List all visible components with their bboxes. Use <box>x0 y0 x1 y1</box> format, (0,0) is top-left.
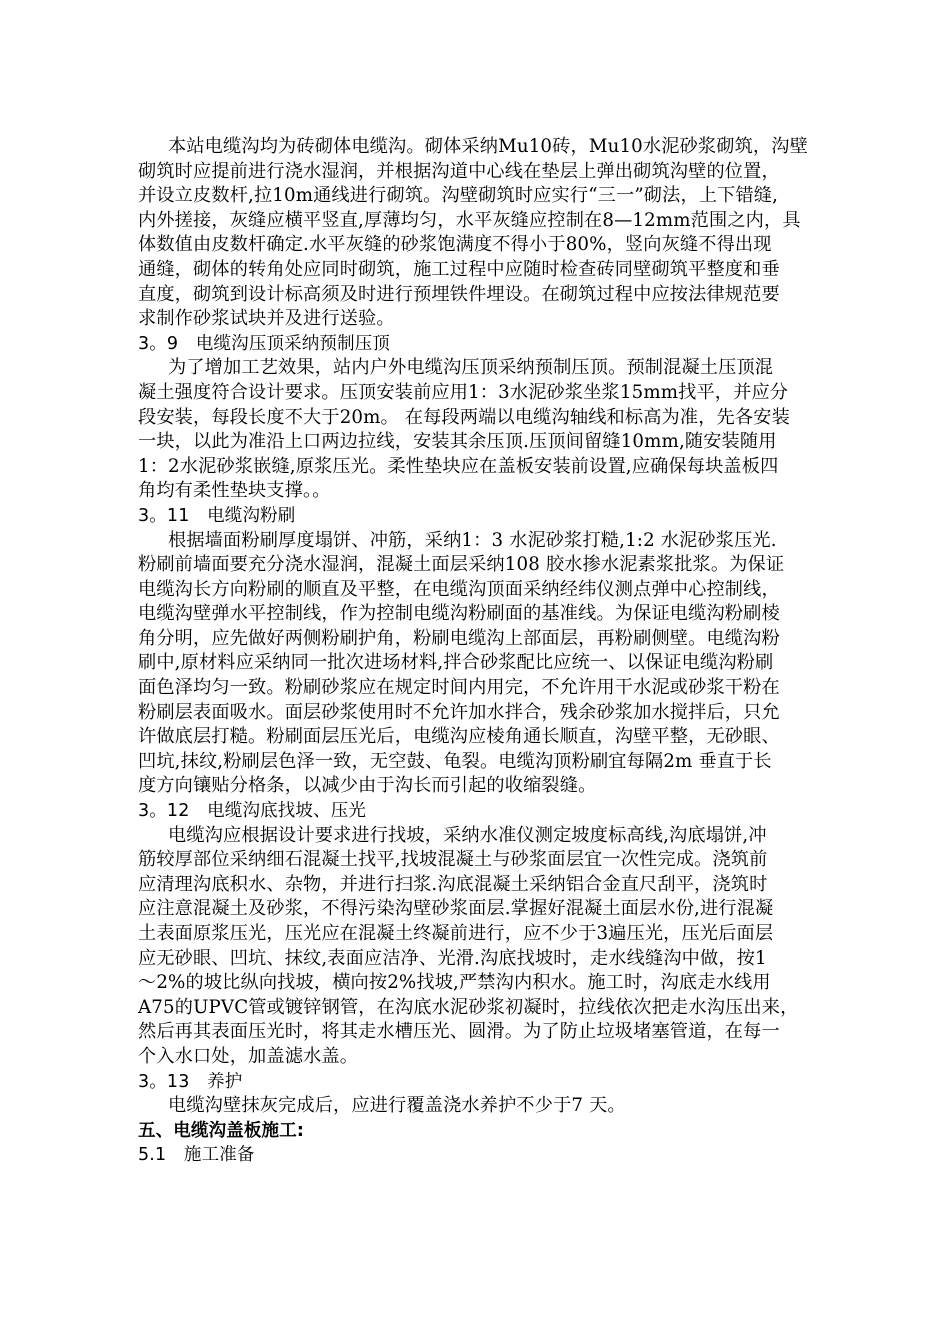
text-line: 粉刷前墙面要充分浇水湿润，混凝土面层采纳108 胶水掺水泥素浆批浆。为保证 <box>138 554 785 576</box>
text-line: 角均有柔性垫块支撑。。 <box>138 480 331 502</box>
text-line: 并设立皮数杆,拉10m通线进行砌筑。沟壁砌筑时应实行“三一”砌法，上下错缝, <box>138 185 779 207</box>
text-line: 通缝，砌体的转角处应同时砌筑，施工过程中应随时检查砖同壁砌筑平整度和垂 <box>138 258 780 280</box>
paragraph-masonry <box>138 135 810 332</box>
text-line: 体数值由皮数杆确定.水平灰缝的砂浆饱满度不得小于80%，竖向灰缝不得出现 <box>138 234 772 256</box>
text-line: 1：2水泥砂浆嵌缝,原浆压光。柔性垫块应在盖板安装前设置,应确保每块盖板四 <box>138 455 779 477</box>
text-line: 砌筑时应提前进行浇水湿润，并根据沟道中心线在垫层上弹出砌筑沟壁的位置， <box>138 160 780 182</box>
text-line: 根据墙面粉刷厚度塌饼、冲筋，采纳1：3 水泥砂浆打糙,1:2 水泥砂浆压光. <box>168 529 777 551</box>
section-heading: 3。13 养护 <box>138 1071 243 1092</box>
text-line: 然后再其表面压光时，将其走水槽压光、圆滑。为了防止垃圾堵塞管道，在每一 <box>138 1021 780 1043</box>
text-line: 刷中,原材料应采纳同一批次进场材料,拌合砂浆配比应统一、以保证电缆沟粉刷 <box>138 652 774 674</box>
text-line: 电缆沟长方向粉刷的顺直及平整，在电缆沟顶面采纳经纬仪测点弹中心控制线， <box>138 578 780 600</box>
text-line: 面色泽均匀一致。粉刷砂浆应在规定时间内用完，不允许用干水泥或砂浆干粉在 <box>138 677 780 699</box>
text-line: 内外搓接，灰缝应横平竖直,厚薄均匀，水平灰缝应控制在8—12mm范围之内，具 <box>138 209 801 231</box>
text-line: 角分明，应先做好两侧粉刷护角，粉刷电缆沟上部面层，再粉刷侧壁。电缆沟粉 <box>138 627 780 649</box>
text-line: 筋较厚部位采纳细石混凝土找平,找坡混凝土与砂浆面层宜一次性完成。浇筑前 <box>138 849 768 871</box>
document-page <box>138 135 810 1168</box>
text-line: 凹坑,抹纹,粉刷层色泽一致，无空鼓、龟裂。电缆沟顶粉刷宜每隔2m 垂直于长 <box>138 750 772 772</box>
text-line: 应清理沟底积水、杂物，并进行扫浆.沟底混凝土采纳铝合金直尺刮平，浇筑时 <box>138 873 768 895</box>
text-line: 求制作砂浆试块并及进行送验。 <box>138 308 395 330</box>
text-line: 本站电缆沟均为砖砌体电缆沟。砌体采纳Mu10砖，Mu10水泥砂浆砌筑，沟壁 <box>168 136 808 157</box>
paragraph-curing <box>138 1094 810 1119</box>
section-heading: 3。9 电缆沟压顶采纳预制压顶 <box>138 333 391 354</box>
section-heading: 3。12 电缆沟底找坡、压光 <box>138 801 367 822</box>
text-line: 度方向镶贴分格条，以减少由于沟长而引起的收缩裂缝。 <box>138 775 597 797</box>
text-line: 电缆沟壁抹灰完成后，应进行覆盖浇水养护不少于7 天。 <box>168 1095 626 1117</box>
text-line: 直度，砌筑到设计标高须及时进行预埋铁件埋设。在砌筑过程中应按法律规范要 <box>138 283 780 305</box>
text-line: 个入水口处，加盖滤水盖。 <box>138 1045 359 1067</box>
text-line: 粉刷层表面吸水。面层砂浆使用时不允许加水拌合，残余砂浆加水搅拌后，只允 <box>138 701 780 723</box>
section-heading: 5.1 施工准备 <box>138 1145 255 1166</box>
text-line: 应无砂眼、凹坑、抹纹,表面应洁净、光滑.沟底找坡时，走水线缝沟中做，按1 <box>138 947 767 969</box>
text-line: 土表面原浆压光，压光应在混凝土终凝前进行，应不少于3遍压光，压光后面层 <box>138 923 774 944</box>
text-line: 电缆沟应根据设计要求进行找坡，采纳水准仪测定坡度标高线,沟底塌饼,冲 <box>168 824 767 846</box>
text-line: 许做底层打糙。粉刷面层压光后，电缆沟应棱角通长顺直，沟壁平整，无砂眼、 <box>138 726 780 748</box>
section-heading: 3。11 电缆沟粉刷 <box>138 505 296 526</box>
text-line: 凝土强度符合设计要求。压顶安装前应用1：3水泥砂浆坐浆15mm找平，并应分 <box>138 381 789 403</box>
text-line: 应注意混凝土及砂浆，不得污染沟壁砂浆面层.掌握好混凝土面层水份,进行混凝 <box>138 898 774 920</box>
text-line: ～2%的坡比纵向找坡，横向按2%找坡,严禁沟内积水。施工时，沟底走水线用 <box>138 972 771 994</box>
text-line: 为了增加工艺效果，站内户外电缆沟压顶采纳预制压顶。预制混凝土压顶混 <box>168 357 774 379</box>
text-line: 电缆沟壁弹水平控制线，作为控制电缆沟粉刷面的基准线。为保证电缆沟粉刷棱 <box>138 603 780 625</box>
paragraph-slope <box>138 824 810 1070</box>
paragraph-coping <box>138 356 810 504</box>
chapter-heading: 五、电缆沟盖板施工: <box>138 1120 304 1141</box>
paragraph-plastering <box>138 529 810 800</box>
text-line: 段安装，每段长度不大于20m。 在每段两端以电缆沟轴线和标高为准，先各安装 <box>138 406 790 428</box>
text-line: 一块，以此为准沿上口两边拉线，安装其余压顶.压顶间留缝10mm,随安装随用 <box>138 431 777 453</box>
text-line: A75的UPVC管或镀锌钢管，在沟底水泥砂浆初凝时，拉线依次把走水沟压出来， <box>138 996 799 1018</box>
